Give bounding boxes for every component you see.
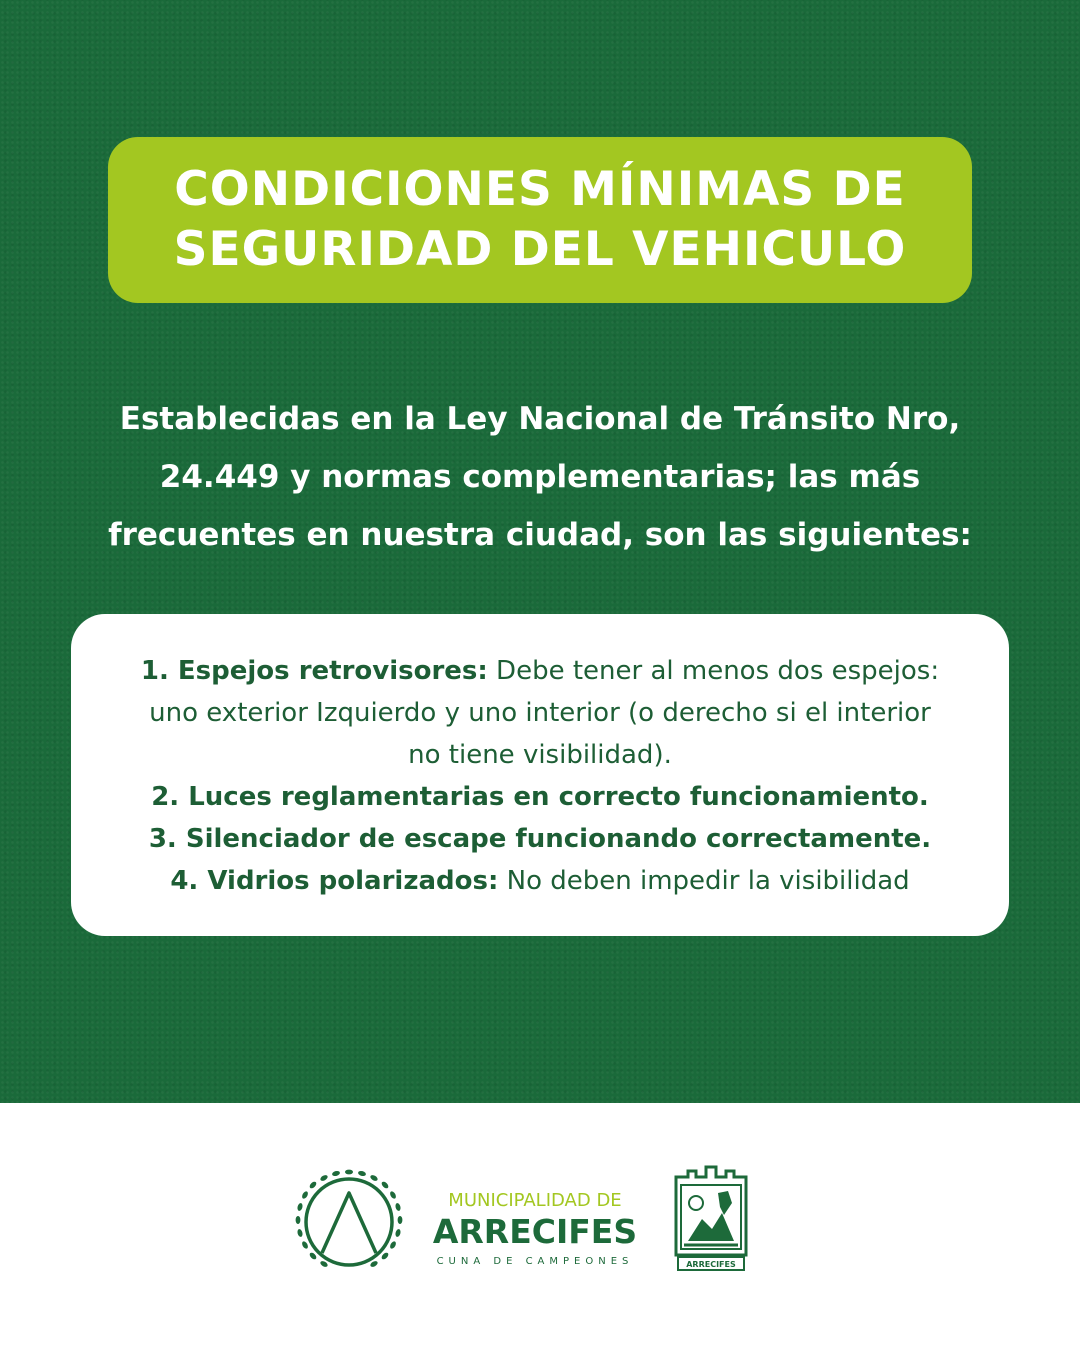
laurel-circle-icon [290, 1163, 408, 1281]
title-line-1: CONDICIONES MÍNIMAS DE [174, 162, 906, 217]
list-item-1-text-c: no tiene visibilidad). [408, 740, 672, 770]
intro-line-2: 24.449 y normas complementarias; las más [159, 459, 921, 495]
list-item-3: 3. Silenciador de escape funcionando correctamente. [148, 824, 932, 854]
coat-of-arms-icon [666, 1163, 756, 1273]
list-item-1-text-b: uno exterior Izquierdo y uno interior (o derecho si el interior [149, 698, 931, 728]
list-item-4-text: No deben impedir la visibilidad [498, 866, 910, 896]
list-item-2: 2. Luces reglamentarias en correcto funcionamiento. [151, 782, 929, 812]
conditions-list-card [71, 614, 1009, 936]
list-item-4 [71, 860, 1009, 902]
brand-top-text: MUNICIPALIDAD DE [448, 1190, 622, 1211]
brand-tagline: CUNA DE CAMPEONES [436, 1256, 634, 1267]
intro-paragraph [60, 390, 1020, 564]
brand-main-text: ARRECIFES [432, 1212, 638, 1251]
list-item-1-heading: 1. Espejos retrovisores: [140, 656, 488, 686]
intro-line-1: Establecidas en la Ley Nacional de Tránsito Nro, [119, 401, 961, 437]
title-banner [108, 137, 972, 303]
title-line-2: SEGURIDAD DEL VEHICULO [173, 222, 907, 277]
footer [0, 1103, 1080, 1350]
intro-line-3: frecuentes en nuestra ciudad, son las siguientes: [108, 517, 972, 553]
list-item-1-line-1 [71, 650, 1009, 692]
list-item-4-heading: 4. Vidrios polarizados: [170, 866, 499, 896]
list-item-1-text-a: Debe tener al menos dos espejos: [487, 656, 940, 686]
brand-wordmark [424, 1189, 646, 1273]
crest-label: ARRECIFES [686, 1260, 736, 1269]
